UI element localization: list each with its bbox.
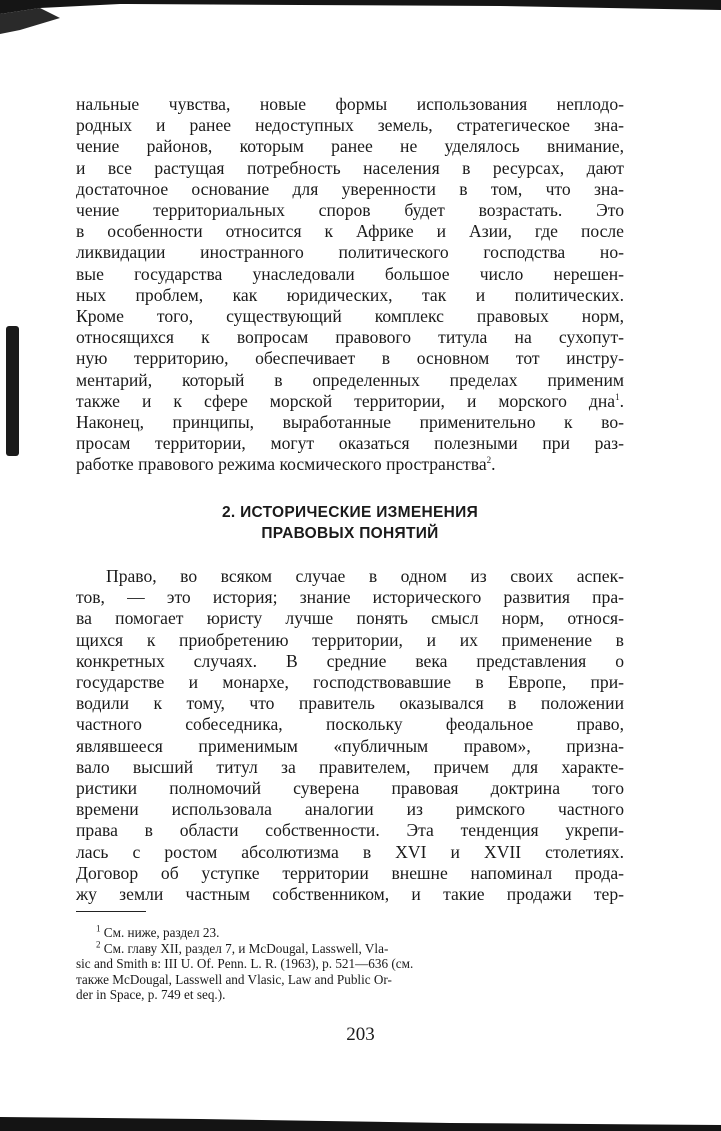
text-line: ва помогает юристу лучше понять смысл норм, относя-	[76, 608, 624, 629]
text-line: вало высший титул за правителем, причем для характе-	[76, 756, 624, 777]
text-line: права в области собственности. Эта тенденция укрепи-	[76, 820, 624, 841]
text-line: водили к тому, что правитель оказывался в положении	[76, 693, 624, 714]
footnote-ref-2: 2	[486, 455, 492, 466]
text-line: ных проблем, как юридических, так и политических.	[76, 284, 624, 305]
text-line: работке правового режима космического пространства	[76, 454, 487, 475]
footnote-2-line: sic and Smith в: III U. Of. Penn. L. R. (1963), p. 521—636 (см.	[76, 956, 414, 972]
text-line: чение территориальных споров будет возрастать. Это	[76, 200, 624, 221]
footnote-ref-1: 1	[615, 391, 620, 402]
footnote-1	[76, 925, 624, 941]
text-line: частного собеседника, поскольку феодальное право,	[76, 714, 624, 735]
footnote-2-text: См. главу XII, раздел 7, и McDougal, Lasswell, Vla-	[103, 940, 389, 956]
page-number: 203	[346, 1024, 375, 1045]
scan-edge-top	[0, 0, 721, 40]
footnote-marker-2: 2	[96, 939, 101, 950]
text-line: тов, — это история; знание исторического развития пра-	[76, 587, 624, 608]
text-line: Право, во всяком случае в одном из своих аспек-	[106, 566, 624, 586]
footnote-2-line: der in Space, p. 749 et seq.).	[76, 987, 226, 1003]
text-line: вые государства унаследовали большое число нерешен-	[76, 263, 624, 284]
text-line: Кроме того, существующий комплекс правовых норм,	[76, 306, 624, 327]
footnotes	[76, 925, 624, 1003]
text-line-with-footnote: также и к сфере морской территории, и морского дна$^1$.	[76, 390, 624, 411]
paragraph-1	[76, 94, 624, 476]
text-line: лась с ростом абсолютизма в XVI и XVII столетиях.	[76, 841, 624, 862]
text-line: Договор об уступке территории внешне напоминал прода-	[76, 862, 624, 883]
text-line: просам территории, могут оказаться полезными при раз-	[76, 433, 624, 454]
heading-line-2: ПРАВОВЫХ ПОНЯТИЙ	[261, 525, 439, 542]
heading-line-1: 2. ИСТОРИЧЕСКИЕ ИЗМЕНЕНИЯ	[221, 504, 479, 521]
footnote-2	[76, 941, 624, 957]
footnote-1-text: См. ниже, раздел 23.	[103, 925, 220, 940]
scan-margin-mark	[6, 326, 19, 456]
text-line: и все растущая потребность населения в ресурсах, дают	[76, 157, 624, 178]
text-line: относящихся к вопросам правового титула на сухопут-	[76, 327, 624, 348]
text-line: ментарий, который в определенных пределах применим	[76, 369, 624, 390]
text-line: являвшееся применимым «публичным правом», призна-	[76, 735, 624, 756]
text-line: нальные чувства, новые формы использования неплодо-	[76, 94, 624, 114]
scan-edge-bottom	[0, 1101, 721, 1131]
text-line: Наконец, принципы, выработанные применительно к во-	[76, 412, 624, 433]
footnote-2-line: также McDougal, Lasswell and Vlasic, Law and Public Or-	[76, 971, 392, 987]
text-line: времени использовала аналогии из римского частного	[76, 799, 624, 820]
text-line: родных и ранее недоступных земель, стратегическое зна-	[76, 115, 624, 136]
text-line: также и к сфере морской территории, и морского дна	[76, 390, 616, 411]
text-line: щихся к приобретению территории, и их применение в	[76, 629, 624, 650]
text-line: достаточное основание для уверенности в том, что зна-	[76, 178, 624, 199]
text-line: государстве и монархе, господствовавшие в Европе, при-	[76, 672, 624, 693]
paragraph-2	[76, 566, 624, 905]
text-line: чение районов, которым ранее не уделялось внимание,	[76, 136, 624, 157]
text-line: жу земли частным собственником, и такие продажи тер-	[76, 884, 624, 905]
footnote-marker-1: 1	[96, 923, 101, 934]
text-line: ную территорию, обеспечивает в основном тот инстру-	[76, 348, 624, 369]
footnote-divider	[76, 911, 146, 912]
section-heading	[76, 502, 624, 544]
text-line: ликвидации иностранного политического господства но-	[76, 242, 624, 263]
text-line: в особенности относится к Африке и Азии, где после	[76, 221, 624, 242]
text-line-with-footnote: работке правового режима космического пространства$^2$.	[76, 454, 496, 475]
text-line: конкретных случаях. В средние века представления о	[76, 650, 624, 671]
text-line: ристики полномочий суверена правовая доктрина того	[76, 778, 624, 799]
